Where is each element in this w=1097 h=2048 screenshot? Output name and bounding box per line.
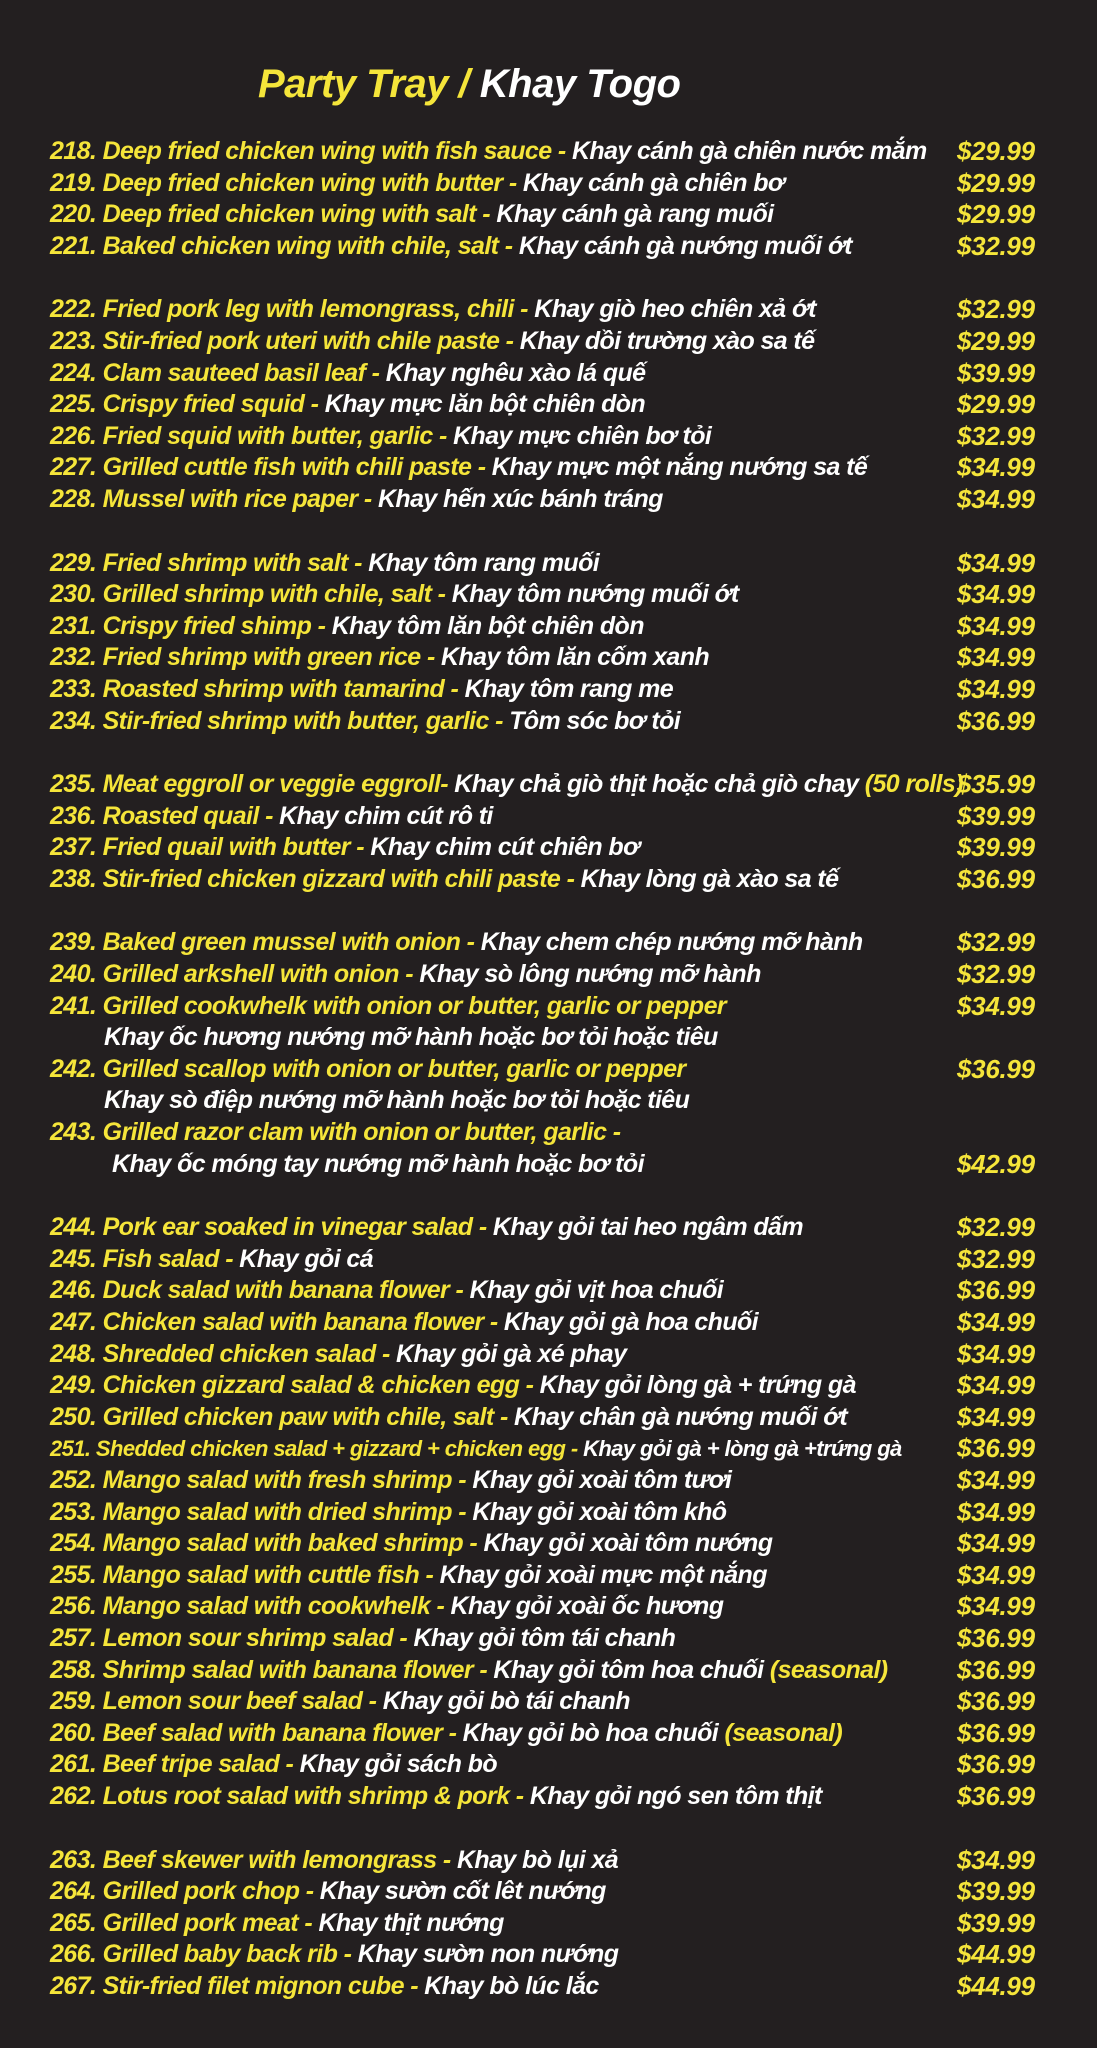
- item-price: $32.99: [957, 420, 1035, 451]
- item-price: $34.99: [957, 483, 1035, 514]
- menu-item: [50, 642, 1050, 674]
- menu-item: [50, 294, 1050, 326]
- item-name-vietnamese: Khay mực chiên bơ tỏi: [453, 421, 712, 450]
- item-name-english: 261. Beef tripe salad -: [50, 1750, 300, 1779]
- item-name-vietnamese: Khay chim cút chiên bơ: [370, 833, 640, 862]
- item-name-english: 222. Fried pork leg with lemongrass, chili -: [50, 295, 535, 324]
- item-name-english: 257. Lemon sour shrimp salad -: [50, 1623, 414, 1652]
- item-price: $36.99: [957, 1780, 1035, 1811]
- item-name-english: 249. Chicken gizzard salad & chicken egg -: [50, 1371, 540, 1400]
- menu-item: [50, 611, 1050, 643]
- menu-group: [50, 1845, 1050, 2003]
- menu-item: [50, 1497, 1050, 1529]
- item-note: (50 rolls): [864, 770, 963, 799]
- item-price: $36.99: [957, 1622, 1035, 1653]
- item-price: $32.99: [957, 1243, 1035, 1274]
- item-price: $34.99: [957, 673, 1035, 704]
- menu-item: [50, 1433, 1050, 1465]
- item-name-english: 246. Duck salad with banana flower -: [50, 1276, 470, 1305]
- item-name-vietnamese: Khay hến xúc bánh tráng: [377, 484, 663, 513]
- menu-item: [50, 1307, 1050, 1339]
- item-name-vietnamese: Khay sò lông nướng mỡ hành: [419, 960, 761, 989]
- item-name-vietnamese: Khay gỏi tôm tái chanh: [413, 1623, 676, 1652]
- item-price: $32.99: [957, 1212, 1035, 1243]
- item-name-english: 253. Mango salad with dried shrimp -: [50, 1497, 473, 1526]
- menu-item: [50, 136, 1050, 168]
- item-price: $34.99: [957, 610, 1035, 641]
- item-name-english: 242. Grilled scallop with onion or butter, garlic or pepper: [50, 1054, 686, 1083]
- item-price: $34.99: [957, 642, 1035, 673]
- item-name-english: 241. Grilled cookwhelk with onion or butter, garlic or pepper: [50, 991, 727, 1020]
- item-name-vietnamese: Khay ốc móng tay nướng mỡ hành hoặc bơ tỏi: [112, 1149, 644, 1178]
- item-price: $34.99: [957, 1528, 1035, 1559]
- item-name-english: 239. Baked green mussel with onion -: [50, 928, 481, 957]
- item-price: $29.99: [957, 325, 1035, 356]
- menu-group: [50, 548, 1050, 738]
- item-name-english: 240. Grilled arkshell with onion -: [50, 960, 420, 989]
- item-name-english: 230. Grilled shrimp with chile, salt -: [50, 580, 452, 609]
- menu-item: [50, 484, 1050, 516]
- menu-item: [50, 801, 1050, 833]
- item-name-vietnamese: Khay tôm rang muối: [368, 548, 600, 577]
- page-title: [258, 62, 680, 107]
- item-name-english: 238. Stir-fried chicken gizzard with chili paste -: [50, 864, 581, 893]
- menu-item: [50, 1781, 1050, 1813]
- menu-item: [50, 1117, 1050, 1149]
- menu-item: [50, 1085, 1050, 1117]
- item-name-english: 229. Fried shrimp with salt -: [50, 548, 369, 577]
- item-price: $34.99: [957, 547, 1035, 578]
- item-name-english: 256. Mango salad with cookwhelk -: [50, 1592, 451, 1621]
- item-name-english: 226. Fried squid with butter, garlic -: [50, 421, 454, 450]
- item-name-english: 250. Grilled chicken paw with chile, salt -: [50, 1402, 515, 1431]
- item-name-vietnamese: Khay tôm lăn bột chiên dòn: [331, 611, 644, 640]
- item-name-vietnamese: Khay gỏi xoài tôm khô: [472, 1497, 727, 1526]
- menu-item: [50, 1749, 1050, 1781]
- item-name-vietnamese: Khay gỏi xoài mực một nắng: [439, 1560, 767, 1589]
- item-name-english: 237. Fried quail with butter -: [50, 833, 371, 862]
- item-price: $34.99: [957, 1496, 1035, 1527]
- item-price: $34.99: [957, 1591, 1035, 1622]
- item-name-english: 219. Deep fried chicken wing with butter -: [50, 168, 523, 197]
- item-name-english: 243. Grilled razor clam with onion or butter, garlic -: [50, 1118, 621, 1147]
- item-price: $29.99: [957, 136, 1035, 166]
- item-price: $29.99: [957, 167, 1035, 198]
- item-name-vietnamese: Khay dồi trường xào sa tế: [519, 326, 815, 355]
- menu-item: [50, 674, 1050, 706]
- item-name-english: 265. Grilled pork meat -: [50, 1908, 319, 1937]
- item-name-english: 236. Roasted quail -: [50, 801, 280, 830]
- item-price: $36.99: [957, 1686, 1035, 1717]
- menu-item: [50, 1845, 1050, 1877]
- menu-item: [50, 1939, 1050, 1971]
- item-price: $35.99: [957, 769, 1035, 800]
- item-name-vietnamese: Khay chim cút rô ti: [279, 801, 493, 830]
- item-name-english: 248. Shredded chicken salad -: [50, 1339, 397, 1368]
- menu-item: [50, 1876, 1050, 1908]
- item-name-vietnamese: Khay bò lúc lắc: [424, 1971, 599, 2000]
- item-price: $39.99: [957, 1876, 1035, 1907]
- item-name-english: 259. Lemon sour beef salad -: [50, 1687, 383, 1716]
- menu-group: [50, 927, 1050, 1180]
- menu-item: [50, 1149, 1050, 1181]
- item-price: $39.99: [957, 832, 1035, 863]
- item-name-vietnamese: Khay gỏi ngó sen tôm thịt: [529, 1781, 822, 1810]
- item-name-vietnamese: Khay gỏi gà xé phay: [396, 1339, 627, 1368]
- item-price: $36.99: [957, 1433, 1035, 1464]
- item-name-vietnamese: Khay gỏi tôm hoa chuối: [493, 1655, 770, 1684]
- item-name-english: 247. Chicken salad with banana flower -: [50, 1308, 504, 1336]
- item-price: $34.99: [957, 452, 1035, 483]
- menu-item: [50, 959, 1050, 991]
- item-name-english: 228. Mussel with rice paper -: [50, 484, 378, 513]
- item-price: $36.99: [957, 1654, 1035, 1685]
- menu-item: [50, 927, 1050, 959]
- item-price: $39.99: [957, 1907, 1035, 1938]
- item-price: $36.99: [957, 1053, 1035, 1084]
- item-price: $36.99: [957, 1717, 1035, 1748]
- item-name-vietnamese: Khay lòng gà xào sa tế: [580, 864, 839, 893]
- item-price: $34.99: [957, 579, 1035, 610]
- menu-item: [50, 358, 1050, 390]
- menu-item: [50, 769, 1050, 801]
- menu-item: [50, 1465, 1050, 1497]
- item-name-english: 260. Beef salad with banana flower -: [50, 1718, 463, 1747]
- item-name-english: 267. Stir-fried filet mignon cube -: [50, 1971, 425, 2000]
- item-name-vietnamese: Khay bò lụi xả: [456, 1845, 619, 1874]
- item-name-english: 221. Baked chicken wing with chile, salt -: [50, 231, 519, 260]
- item-note: (seasonal): [724, 1718, 843, 1747]
- item-name-vietnamese: Khay sò điệp nướng mỡ hành hoặc bơ tỏi hoặc tiêu: [104, 1086, 690, 1115]
- item-name-english: 234. Stir-fried shrimp with butter, garlic -: [50, 706, 510, 735]
- item-name-vietnamese: Khay thịt nướng: [318, 1908, 504, 1937]
- menu-group: [50, 769, 1050, 895]
- menu-item: [50, 421, 1050, 453]
- menu-item: [50, 706, 1050, 738]
- menu-item: [50, 1370, 1050, 1402]
- item-price: $32.99: [957, 927, 1035, 958]
- item-name-vietnamese: Khay gỏi xoài tôm nướng: [483, 1529, 773, 1558]
- menu-item: [50, 991, 1050, 1023]
- item-name-vietnamese: Khay nghêu xào lá quế: [385, 358, 646, 387]
- item-name-vietnamese: Khay sườn cốt lêt nướng: [319, 1877, 606, 1906]
- menu-group: [50, 294, 1050, 515]
- menu-item: [50, 168, 1050, 200]
- item-name-vietnamese: Khay gỏi bò hoa chuối: [462, 1718, 725, 1747]
- item-name-english: 231. Crispy fried shimp -: [50, 611, 332, 640]
- menu-item: [50, 1908, 1050, 1940]
- item-name-vietnamese: Khay cánh gà chiên bơ: [522, 168, 785, 197]
- menu-item: [50, 1275, 1050, 1307]
- menu-item: [50, 1054, 1050, 1086]
- item-price: $32.99: [957, 294, 1035, 325]
- item-name-vietnamese: Khay gỏi gà + lòng gà +trứng gà: [583, 1436, 902, 1462]
- item-name-vietnamese: Khay chem chép nướng mỡ hành: [480, 928, 863, 957]
- item-price: $34.99: [957, 1307, 1035, 1337]
- item-price: $36.99: [957, 1275, 1035, 1306]
- item-name-vietnamese: Khay cánh gà chiên nước mắm: [571, 137, 927, 165]
- item-name-english: 225. Crispy fried squid -: [50, 390, 325, 419]
- item-name-english: 227. Grilled cuttle fish with chili paste -: [50, 453, 492, 482]
- item-name-english: 220. Deep fried chicken wing with salt -: [50, 200, 497, 229]
- item-price: $36.99: [957, 863, 1035, 894]
- item-price: $34.99: [957, 1401, 1035, 1432]
- item-price: $32.99: [957, 230, 1035, 261]
- item-name-vietnamese: Khay gỏi sách bò: [299, 1750, 497, 1779]
- item-name-english: 263. Beef skewer with lemongrass -: [50, 1845, 457, 1874]
- item-name-english: 254. Mango salad with baked shrimp -: [50, 1529, 484, 1558]
- menu-item: [50, 1339, 1050, 1371]
- item-name-vietnamese: Khay mực một nắng nướng sa tế: [491, 453, 868, 482]
- item-name-vietnamese: Khay gỏi xoài tôm tươi: [472, 1465, 732, 1494]
- item-name-vietnamese: Khay cánh gà nướng muối ớt: [518, 231, 852, 260]
- item-price: $44.99: [957, 1939, 1035, 1970]
- menu-item: [50, 1212, 1050, 1244]
- menu-item: [50, 864, 1050, 896]
- item-name-vietnamese: Khay gỏi vịt hoa chuối: [469, 1276, 724, 1305]
- item-price: $34.99: [957, 1844, 1035, 1875]
- item-name-english: 224. Clam sauteed basil leaf -: [50, 358, 386, 387]
- item-name-vietnamese: Khay sườn non nướng: [357, 1940, 619, 1969]
- item-price: $44.99: [957, 1970, 1035, 2001]
- item-name-english: 262. Lotus root salad with shrimp & pork -: [50, 1781, 530, 1810]
- item-name-english: 245. Fish salad -: [50, 1244, 240, 1273]
- item-price: $34.99: [957, 990, 1035, 1021]
- item-name-english: 264. Grilled pork chop -: [50, 1877, 320, 1906]
- item-name-vietnamese: Khay chân gà nướng muối ớt: [514, 1402, 848, 1431]
- menu-item: [50, 231, 1050, 263]
- menu-item: [50, 1655, 1050, 1687]
- item-name-vietnamese: Khay gỏi bò tái chanh: [382, 1687, 630, 1716]
- item-price: $34.99: [957, 1338, 1035, 1369]
- item-name-english: 244. Pork ear soaked in vinegar salad -: [50, 1213, 493, 1242]
- menu-group: [50, 1212, 1050, 1812]
- menu-item: [50, 1971, 1050, 2003]
- item-name-vietnamese: Khay tôm lăn cốm xanh: [441, 643, 710, 672]
- menu-item: [50, 1560, 1050, 1592]
- menu-item: [50, 389, 1050, 421]
- item-name-english: 266. Grilled baby back rib -: [50, 1940, 358, 1969]
- item-name-vietnamese: Khay ốc hương nướng mỡ hành hoặc bơ tỏi hoặc tiêu: [104, 1023, 718, 1052]
- menu-item: [50, 1718, 1050, 1750]
- item-price: $36.99: [957, 1749, 1035, 1780]
- item-name-vietnamese: Tôm sóc bơ tỏi: [509, 706, 681, 735]
- item-price: $39.99: [957, 800, 1035, 831]
- menu-group: [50, 136, 1050, 262]
- item-name-vietnamese: Khay tôm nướng muối ớt: [451, 580, 739, 609]
- item-price: $34.99: [957, 1464, 1035, 1495]
- menu-item: [50, 579, 1050, 611]
- item-note: (seasonal): [769, 1655, 888, 1684]
- item-name-english: 252. Mango salad with fresh shrimp -: [50, 1465, 473, 1494]
- item-name-english: 235. Meat eggroll or veggie eggroll-: [50, 770, 455, 799]
- menu-item: [50, 1402, 1050, 1434]
- item-name-vietnamese: Khay gỏi xoài ốc hương: [450, 1592, 724, 1621]
- item-name-vietnamese: Khay gỏi lòng gà + trứng gà: [539, 1371, 856, 1400]
- title-english: Party Tray /: [258, 62, 470, 106]
- menu-item: [50, 1686, 1050, 1718]
- item-price: $39.99: [957, 357, 1035, 388]
- item-price: $42.99: [957, 1148, 1035, 1179]
- menu-item: [50, 1591, 1050, 1623]
- item-name-english: 218. Deep fried chicken wing with fish sauce -: [50, 137, 572, 165]
- menu-item: [50, 199, 1050, 231]
- menu-item: [50, 548, 1050, 580]
- item-price: $29.99: [957, 199, 1035, 230]
- item-price: $29.99: [957, 389, 1035, 420]
- menu-item: [50, 326, 1050, 358]
- item-name-vietnamese: Khay gỏi gà hoa chuối: [503, 1308, 759, 1336]
- menu-item: [50, 452, 1050, 484]
- item-name-vietnamese: Khay mực lăn bột chiên dòn: [324, 390, 646, 419]
- item-name-vietnamese: Khay gỏi cá: [239, 1244, 374, 1273]
- item-price: $32.99: [957, 959, 1035, 990]
- menu-item: [50, 1244, 1050, 1276]
- menu-list: [50, 136, 1050, 2034]
- menu-item: [50, 832, 1050, 864]
- menu-item: [50, 1022, 1050, 1054]
- item-name-english: 223. Stir-fried pork uteri with chile paste -: [50, 326, 520, 355]
- item-name-english: 255. Mango salad with cuttle fish -: [50, 1560, 440, 1589]
- item-price: $34.99: [957, 1559, 1035, 1590]
- item-name-english: 258. Shrimp salad with banana flower -: [50, 1655, 494, 1684]
- menu-item: [50, 1528, 1050, 1560]
- item-price: $34.99: [957, 1370, 1035, 1401]
- item-name-vietnamese: Khay cánh gà rang muối: [496, 200, 774, 229]
- item-price: $36.99: [957, 705, 1035, 736]
- menu-item: [50, 1623, 1050, 1655]
- item-name-english: 232. Fried shrimp with green rice -: [50, 643, 442, 672]
- item-name-vietnamese: Khay gỏi tai heo ngâm dấm: [492, 1213, 803, 1242]
- item-name-vietnamese: Khay chả giò thịt hoặc chả giò chay: [454, 770, 865, 799]
- title-vietnamese: Khay Togo: [469, 62, 681, 106]
- item-name-vietnamese: Khay giò heo chiên xả ớt: [534, 295, 816, 324]
- item-name-english: 233. Roasted shrimp with tamarind -: [50, 674, 465, 703]
- item-name-english: 251. Shedded chicken salad + gizzard + chicken egg -: [50, 1436, 584, 1462]
- item-name-vietnamese: Khay tôm rang me: [464, 674, 674, 703]
